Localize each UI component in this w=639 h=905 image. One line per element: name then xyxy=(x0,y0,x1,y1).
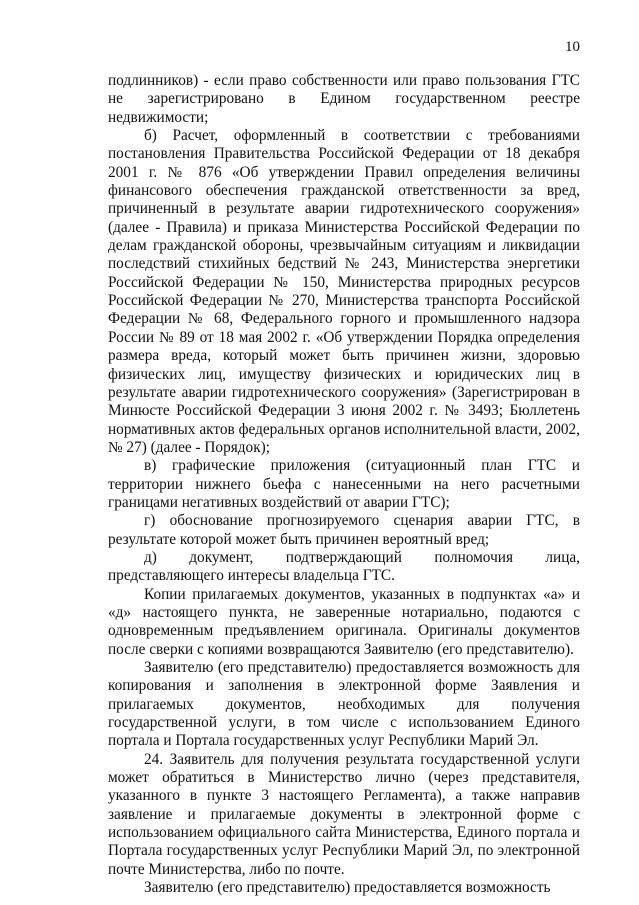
paragraph-section-24: 24. Заявитель для получения результата государственной услуги может обратиться в Министерство лично (через представителя, указанного в пункте 3 настоящего Регламента), а также направив заявление и прилагаемые документы в электронной форме с использованием официального сайта Министерства, Единого портала и Портала государственных услуг Республики Марий Эл, по электронной почте Министерства, либо по почте. xyxy=(108,750,580,878)
paragraph-electronic-form: Заявителю (его представителю) предоставляется возможность для копирования и заполнения в электронной форме Заявления и прилагаемых документов, необходимых для получения государственной услуги, в том числе с использованием Единого портала и Портала государственных услуг Республики Марий Эл. xyxy=(108,659,580,750)
paragraph-item-v: в) графические приложения (ситуационный план ГТС и территории нижнего бьефа с нанесенными на него расчетными границами негативных воздействий от аварии ГТС); xyxy=(108,457,580,511)
paragraph-item-d: д) документ, подтверждающий полномочия лица, представляющего интересы владельца ГТС. xyxy=(108,548,580,585)
paragraph-continuation: подлинников) - если право собственности или право пользования ГТС не зарегистрировано в Едином государственном реестре недвижимости; xyxy=(108,72,580,126)
paragraph-item-b: б) Расчет, оформленный в соответствии с требованиями постановления Правительства Российской Федерации от 18 декабря 2001 г. № 876 «Об утверждении Правил определения величины финансового обеспечения гражданской ответственности за вред, причиненный в результате аварии гидротехнического сооружения» (далее - Правила) и приказа Министерства Российской Федерации по делам гражданской обороны, чрезвычайным ситуациям и ликвидации последствий стихийных бедствий № 243, Министерства энергетики Российской Федерации № 150, Министерства природных ресурсов Российской Федерации № 270, Министерства транспорта Российской Федерации № 68, Федерального горного и промышленного надзора России № 89 от 18 мая 2002 г. «Об утверждении Порядка определения размера вреда, который может быть причинен жизни, здоровью физических лиц, имуществу физических и юридических лиц в результате аварии гидротехнического сооружения» (Зарегистрирован в Минюсте Российской Федерации 3 июня 2002 г. № 3493; Бюллетень нормативных актов федеральных органов исполнительной власти, 2002, № 27) (далее - Порядок); xyxy=(108,127,580,456)
page-body xyxy=(108,72,580,897)
page-number: 10 xyxy=(565,39,580,55)
paragraph-last: Заявителю (его представителю) предоставляется возможность xyxy=(144,879,551,897)
paragraph-item-g: г) обоснование прогнозируемого сценария аварии ГТС, в результате которой может быть причинен вероятный вред; xyxy=(108,512,580,548)
paragraph-copies: Копии прилагаемых документов, указанных в подпунктах «а» и «д» настоящего пункта, не заверенные нотариально, подаются с одновременным предъявлением оригинала. Оригиналы документов после сверки с копиями возвращаются Заявителю (его представителю). xyxy=(108,585,580,658)
